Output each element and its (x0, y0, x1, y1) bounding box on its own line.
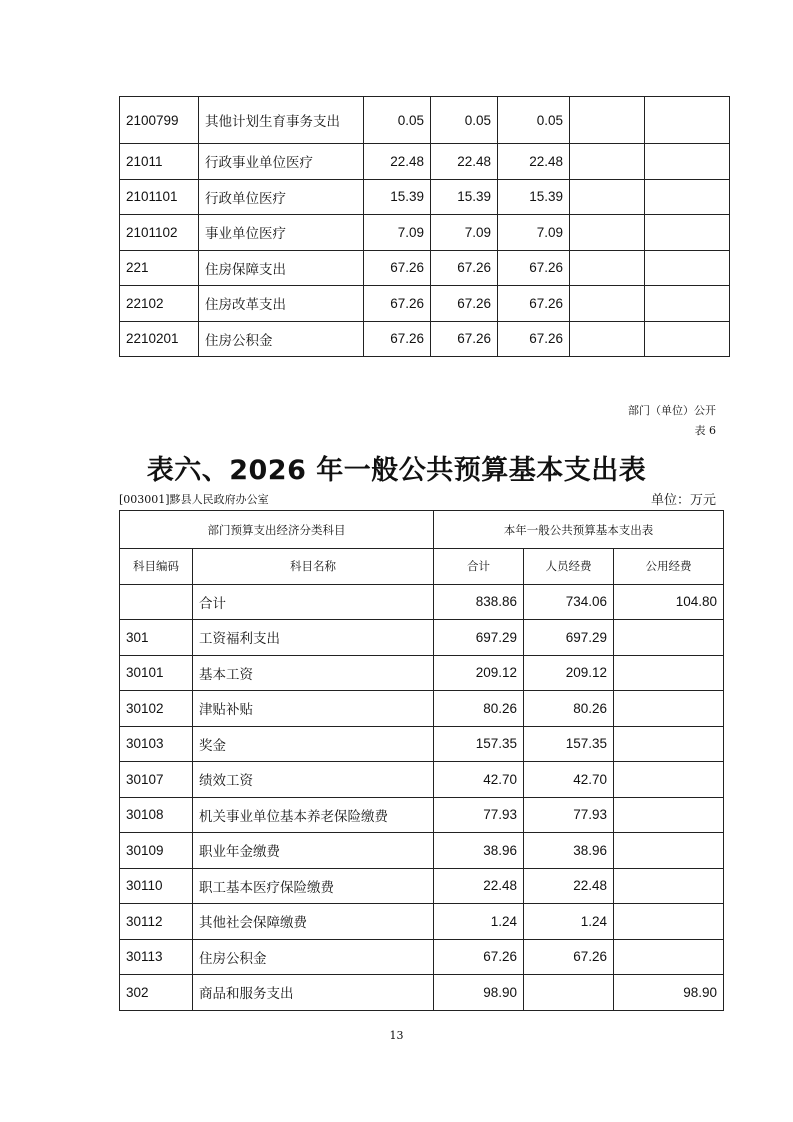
cell-personnel: 22.48 (524, 868, 614, 904)
cell-code: 2101101 (120, 179, 199, 215)
table-row (120, 975, 724, 1011)
cell-public (614, 904, 724, 940)
cell-code: 30113 (120, 939, 193, 975)
cell-personnel: 209.12 (524, 655, 614, 691)
cell-name: 住房保障支出 (199, 250, 364, 286)
cell-value-4 (570, 250, 645, 286)
table-number: 表 6 (694, 424, 716, 437)
cell-code: 30102 (120, 691, 193, 727)
table-row (120, 97, 730, 144)
group-header-budget: 本年一般公共预算基本支出表 (434, 511, 724, 549)
cell-personnel: 1.24 (524, 904, 614, 940)
cell-name: 工资福利支出 (193, 620, 434, 656)
cell-total: 22.48 (434, 868, 524, 904)
cell-personnel: 697.29 (524, 620, 614, 656)
cell-total: 157.35 (434, 726, 524, 762)
page-number: 13 (389, 1029, 404, 1042)
cell-code: 30103 (120, 726, 193, 762)
cell-name: 绩效工资 (193, 762, 434, 798)
cell-value-2: 7.09 (431, 215, 498, 251)
cell-value-2: 22.48 (431, 144, 498, 180)
cell-total: 697.29 (434, 620, 524, 656)
cell-total: 77.93 (434, 797, 524, 833)
cell-value-4 (570, 179, 645, 215)
cell-value-2: 67.26 (431, 250, 498, 286)
cell-value-1: 0.05 (364, 97, 431, 144)
table-row (120, 250, 730, 286)
cell-code: 30112 (120, 904, 193, 940)
cell-public (614, 726, 724, 762)
table-row (120, 620, 724, 656)
table-row (120, 833, 724, 869)
table-group-header-row (120, 511, 724, 549)
col-header-personnel: 人员经费 (524, 549, 614, 585)
cell-value-3: 0.05 (498, 97, 570, 144)
cell-value-4 (570, 144, 645, 180)
cell-value-3: 7.09 (498, 215, 570, 251)
cell-public: 98.90 (614, 975, 724, 1011)
cell-code: 30108 (120, 797, 193, 833)
cell-total: 209.12 (434, 655, 524, 691)
table-row (120, 868, 724, 904)
col-header-code: 科目编码 (120, 549, 193, 585)
cell-total: 1.24 (434, 904, 524, 940)
table-row (120, 726, 724, 762)
cell-value-1: 67.26 (364, 250, 431, 286)
cell-total: 67.26 (434, 939, 524, 975)
table-row (120, 321, 730, 357)
cell-name: 商品和服务支出 (193, 975, 434, 1011)
cell-value-5 (645, 321, 730, 357)
cell-public (614, 762, 724, 798)
table-row (120, 179, 730, 215)
cell-code: 302 (120, 975, 193, 1011)
table-row (120, 286, 730, 322)
cell-value-5 (645, 179, 730, 215)
cell-code: 30110 (120, 868, 193, 904)
cell-name: 其他社会保障缴费 (193, 904, 434, 940)
table-row (120, 939, 724, 975)
cell-personnel: 42.70 (524, 762, 614, 798)
cell-public (614, 797, 724, 833)
cell-value-2: 67.26 (431, 286, 498, 322)
cell-total: 98.90 (434, 975, 524, 1011)
group-header-classification: 部门预算支出经济分类科目 (120, 511, 434, 549)
organization-name: [003001]黟县人民政府办公室 (119, 493, 269, 506)
dept-public-label: 部门（单位）公开 (628, 404, 716, 417)
cell-name: 住房改革支出 (199, 286, 364, 322)
cell-public (614, 868, 724, 904)
basic-expenditure-table (119, 510, 724, 1011)
cell-value-2: 15.39 (431, 179, 498, 215)
cell-name: 住房公积金 (199, 321, 364, 357)
continued-expenditure-table (119, 96, 730, 357)
cell-total: 42.70 (434, 762, 524, 798)
cell-personnel: 157.35 (524, 726, 614, 762)
cell-code: 301 (120, 620, 193, 656)
table-row (120, 215, 730, 251)
cell-value-5 (645, 144, 730, 180)
cell-name: 奖金 (193, 726, 434, 762)
cell-name: 其他计划生育事务支出 (199, 97, 364, 144)
cell-code (120, 584, 193, 620)
cell-public (614, 939, 724, 975)
cell-code: 30109 (120, 833, 193, 869)
cell-value-1: 67.26 (364, 286, 431, 322)
cell-name: 职业年金缴费 (193, 833, 434, 869)
cell-value-3: 67.26 (498, 286, 570, 322)
cell-name: 行政单位医疗 (199, 179, 364, 215)
cell-value-5 (645, 286, 730, 322)
cell-personnel: 77.93 (524, 797, 614, 833)
cell-value-5 (645, 250, 730, 286)
table-row (120, 144, 730, 180)
cell-code: 2101102 (120, 215, 199, 251)
cell-public: 104.80 (614, 584, 724, 620)
cell-value-3: 67.26 (498, 321, 570, 357)
cell-public (614, 691, 724, 727)
col-header-name: 科目名称 (193, 549, 434, 585)
cell-value-3: 67.26 (498, 250, 570, 286)
table-row (120, 904, 724, 940)
cell-personnel (524, 975, 614, 1011)
cell-public (614, 833, 724, 869)
cell-total: 838.86 (434, 584, 524, 620)
cell-value-1: 15.39 (364, 179, 431, 215)
cell-value-2: 0.05 (431, 97, 498, 144)
cell-value-3: 22.48 (498, 144, 570, 180)
cell-public (614, 620, 724, 656)
cell-code: 221 (120, 250, 199, 286)
col-header-public: 公用经费 (614, 549, 724, 585)
cell-code: 21011 (120, 144, 199, 180)
cell-personnel: 80.26 (524, 691, 614, 727)
table-row (120, 797, 724, 833)
cell-personnel: 734.06 (524, 584, 614, 620)
cell-name: 职工基本医疗保险缴费 (193, 868, 434, 904)
table-row (120, 584, 724, 620)
cell-value-1: 22.48 (364, 144, 431, 180)
cell-code: 30101 (120, 655, 193, 691)
cell-name: 机关事业单位基本养老保险缴费 (193, 797, 434, 833)
cell-name: 事业单位医疗 (199, 215, 364, 251)
cell-public (614, 655, 724, 691)
cell-name: 基本工资 (193, 655, 434, 691)
col-header-total: 合计 (434, 549, 524, 585)
cell-code: 30107 (120, 762, 193, 798)
table-row (120, 655, 724, 691)
cell-value-4 (570, 97, 645, 144)
unit-label: 单位：万元 (650, 493, 716, 508)
table-row (120, 691, 724, 727)
cell-total: 80.26 (434, 691, 524, 727)
cell-value-4 (570, 321, 645, 357)
page-title: 表六、2026 年一般公共预算基本支出表 (146, 455, 647, 486)
cell-personnel: 67.26 (524, 939, 614, 975)
cell-code: 2100799 (120, 97, 199, 144)
cell-value-5 (645, 97, 730, 144)
table-row (120, 762, 724, 798)
cell-name: 住房公积金 (193, 939, 434, 975)
cell-total: 38.96 (434, 833, 524, 869)
cell-name: 合计 (193, 584, 434, 620)
cell-value-4 (570, 286, 645, 322)
cell-value-5 (645, 215, 730, 251)
table-column-header-row (120, 549, 724, 585)
cell-code: 22102 (120, 286, 199, 322)
cell-name: 行政事业单位医疗 (199, 144, 364, 180)
cell-value-1: 7.09 (364, 215, 431, 251)
cell-value-2: 67.26 (431, 321, 498, 357)
cell-code: 2210201 (120, 321, 199, 357)
cell-personnel: 38.96 (524, 833, 614, 869)
cell-value-4 (570, 215, 645, 251)
cell-value-3: 15.39 (498, 179, 570, 215)
cell-name: 津贴补贴 (193, 691, 434, 727)
cell-value-1: 67.26 (364, 321, 431, 357)
